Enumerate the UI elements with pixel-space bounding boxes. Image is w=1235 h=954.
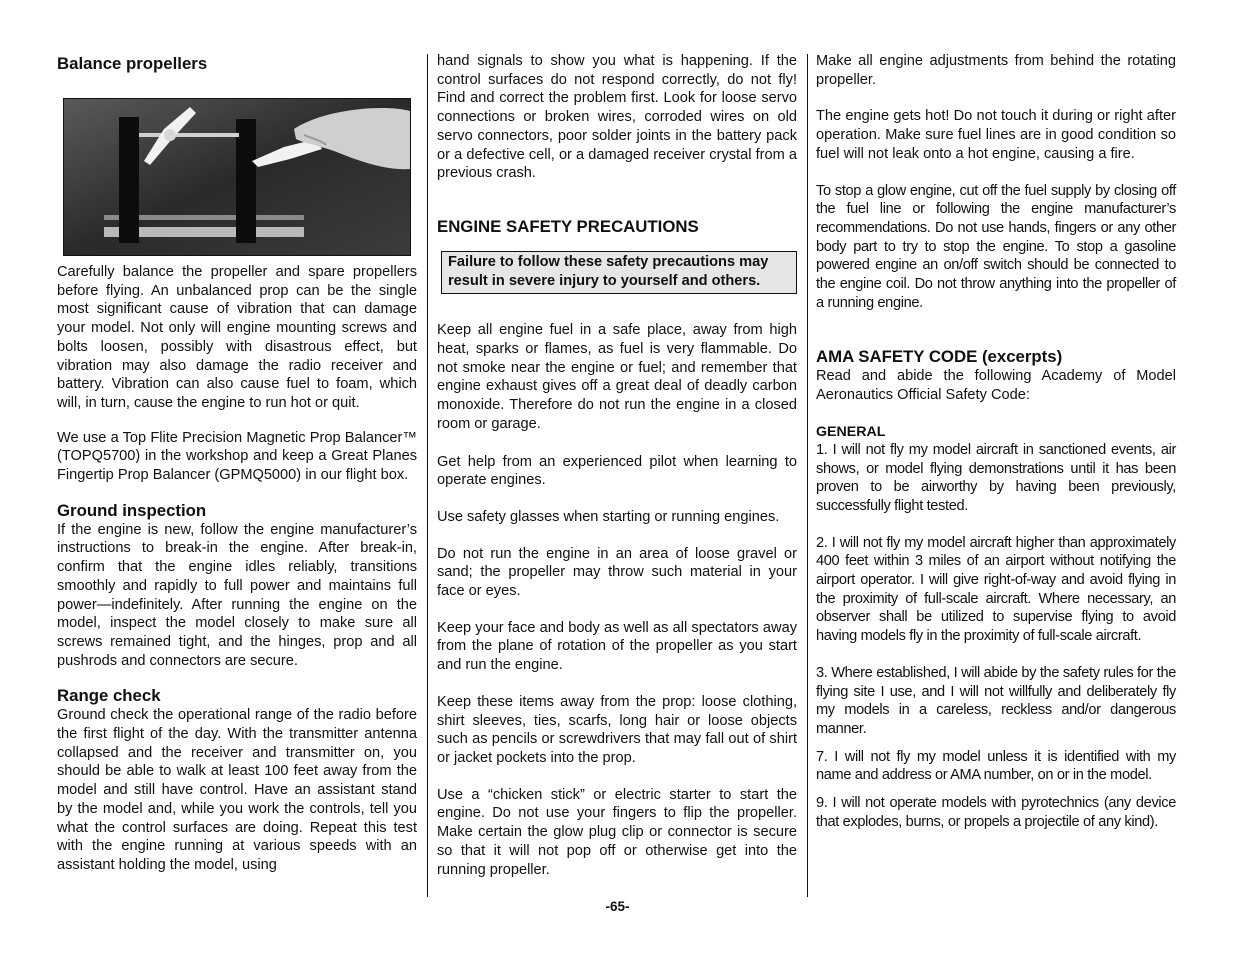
column-right [816, 52, 1176, 832]
column-middle [437, 52, 797, 879]
paragraph-get-help: Get help from an experienced pilot when learning to operate engines. [437, 453, 797, 489]
paragraph-range-check-continued: hand signals to show you what is happening. If the control surfaces do not respond correctly, do not fly! Find and correct the problem first. Look for loose servo connections or broken wires, corroded wires on old servo connectors, poor solder joints in the battery pack or a defective cell, or a damaged receiver crystal from a previous crash. [437, 53, 797, 182]
rule-3: 3. Where established, I will abide by the safety rules for the flying site I use, and I will not willfully and deliberately fly my models in a careless, reckless and/or dangerous manner. [816, 664, 1176, 737]
rule-2: 2. I will not fly my model aircraft higher than approximately 400 feet within 3 miles of an airport without notifying the airport operator. I will give right-of-way and avoid flying in the proximity of full-scale aircraft. Where necessary, an observer shall be utilized to supervise flying to avoid having models fly in the proximity of full-scale aircraft. [816, 534, 1176, 645]
paragraph-fuel-safety: Keep all engine fuel in a safe place, away from high heat, sparks or flames, as fuel is very flammable. Do not smoke near the engine or fuel; and remember that engine exhaust gives off a great deal of deadly carbon monoxide. Therefore do not run the engine in a closed room or garage. [437, 322, 797, 432]
paragraph-loose-gravel: Do not run the engine in an area of loose gravel or sand; the propeller may throw such material in your face or eyes. [437, 545, 797, 600]
heading-general: GENERAL [816, 423, 886, 440]
paragraph-engine-hot: The engine gets hot! Do not touch it during or right after operation. Make sure fuel lines are in good condition so fuel will not leak onto a hot engine, causing a fire. [816, 108, 1176, 162]
paragraph-spectators: Keep your face and body as well as all spectators away from the plane of rotation of the propeller as you start and run the engine. [437, 619, 797, 674]
heading-balance-propellers: Balance propellers [57, 54, 208, 73]
rule-1: 1. I will not fly my model aircraft in sanctioned events, air shows, or model flying demonstrations until it has been proven to be airworthy by having been previously, successfully flight tested. [816, 441, 1176, 514]
prop-balancer-photo [63, 98, 411, 256]
paragraph-safety-glasses: Use safety glasses when starting or running engines. [437, 508, 780, 525]
paragraph-engine-adjustments: Make all engine adjustments from behind the rotating propeller. [816, 53, 1176, 88]
prop-balancer-illustration [64, 99, 410, 255]
paragraph-range-check: Ground check the operational range of the radio before the first flight of the day. With the transmitter antenna collapsed and the receiver and transmitter on, you should be able to walk at least 100 feet away from the model and still have control. Have an assistant stand by the model and, while you work the controls, tell you what the control surfaces are doing. Repeat this test with the engine running at various speeds with an assistant holding the model, using [57, 707, 417, 873]
heading-ama-safety-code: AMA SAFETY CODE (excerpts) [816, 347, 1063, 367]
column-divider-2 [807, 54, 808, 897]
paragraph-loose-items: Keep these items away from the prop: loose clothing, shirt sleeves, ties, scarfs, long hair or loose objects such as pencils or screwdrivers that may fall out of shirt or jacket pockets into the prop. [437, 693, 797, 766]
warning-box: Failure to follow these safety precautions may result in severe injury to yourself and others. [441, 251, 797, 294]
rule-9: 9. I will not operate models with pyrotechnics (any device that explodes, burns, or propels a projectile of any kind). [816, 795, 1176, 830]
page-number: -65- [605, 899, 630, 914]
column-left [57, 52, 417, 875]
paragraph-balancer-products: We use a Top Flite Precision Magnetic Prop Balancer™ (TOPQ5700) in the workshop and keep a Great Planes Fingertip Prop Balancer (GPMQ5000) in our flight box. [57, 429, 417, 484]
heading-ground-inspection: Ground inspection [57, 500, 207, 520]
rule-7: 7. I will not fly my model unless it is identified with my name and address or AMA number, on or in the model. [816, 748, 1176, 784]
paragraph-ground-inspection: If the engine is new, follow the engine manufacturer’s instructions to break-in the engine. After break-in, confirm that the engine idles reliably, transitions smoothly and rapidly to full power and maintains full power—indefinitely. After running the engine on the model, inspect the model closely to make sure all screws remained tight, and the hinges, prop and all pushrods and connectors are secure. [57, 521, 417, 669]
paragraph-ama-intro: Read and abide the following Academy of Model Aeronautics Official Safety Code: [816, 368, 1176, 404]
paragraph-balance-intro: Carefully balance the propeller and spare propellers before flying. An unbalanced prop can be the single most significant cause of vibration that can damage your model. Not only will engine mounting screws and bolts loosen, possibly with disastrous effect, but vibration may also damage the radio receiver and battery. Vibration can also cause fuel to foam, which will, in turn, cause the engine to run hot or quit. [57, 264, 417, 411]
heading-engine-safety: ENGINE SAFETY PRECAUTIONS [437, 216, 699, 236]
paragraph-stop-engine: To stop a glow engine, cut off the fuel supply by closing off the fuel line or following the engine manufacturer’s recommendations. Do not use hands, fingers or any other body part to try to stop the engine. To stop a gasoline powered engine an on/off switch should be connected to the engine coil. Do not throw anything into the propeller of a running engine. [816, 182, 1176, 311]
heading-range-check: Range check [57, 686, 161, 706]
column-divider-1 [427, 54, 428, 897]
paragraph-chicken-stick: Use a “chicken stick” or electric starter to start the engine. Do not use your fingers to flip the propeller. Make certain the glow plug clip or connector is secure so that it will not pop off or otherwise get into the running propeller. [437, 786, 797, 878]
